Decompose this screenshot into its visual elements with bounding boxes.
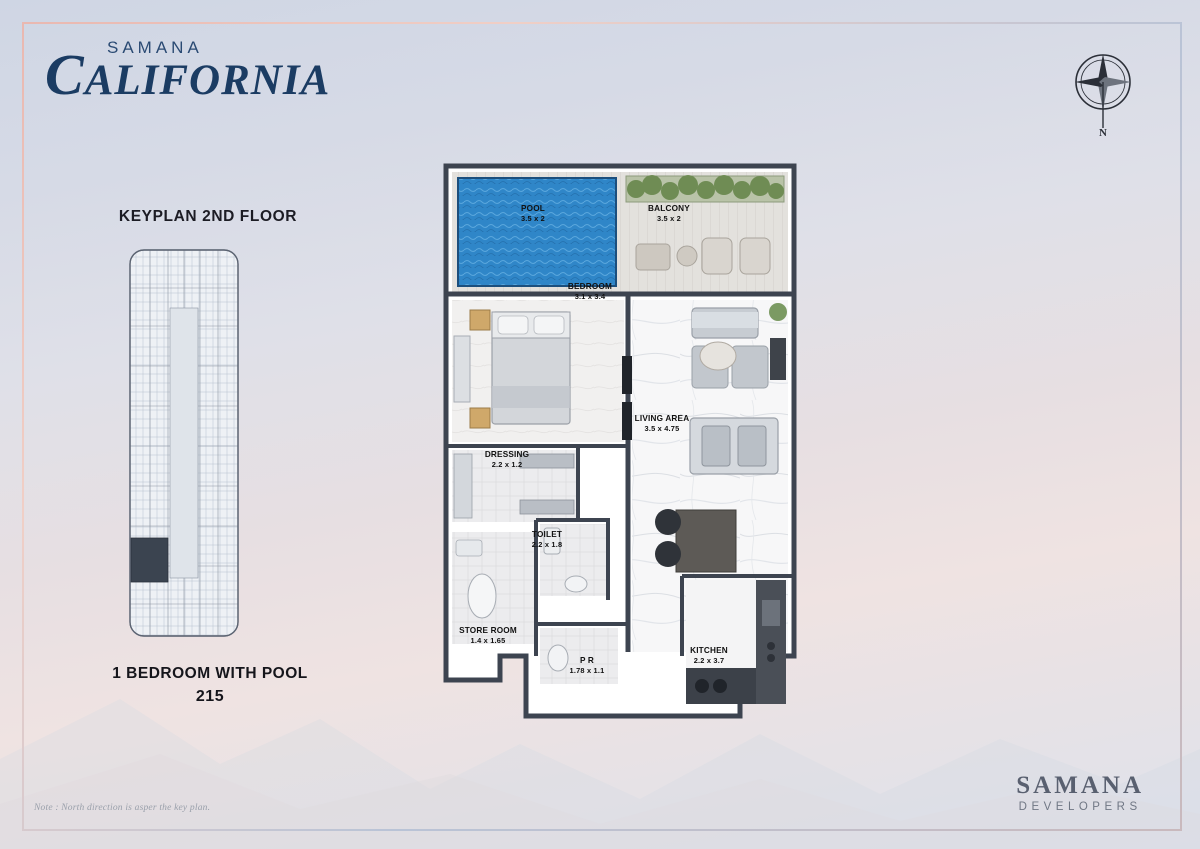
room-label-balcony: BALCONY 3.5 x 2: [648, 204, 690, 224]
room-label-kitchen: KITCHEN 2.2 x 3.7: [690, 646, 728, 666]
keyplan-floor-diagram: [122, 248, 246, 638]
store-room-area: [452, 532, 536, 644]
kitchen-area: [686, 580, 786, 704]
room-label-bedroom: BEDROOM 3.1 x 3.4: [567, 282, 613, 302]
developer-name: SAMANA: [1016, 772, 1144, 799]
samana-california-logo: [45, 38, 331, 108]
keyplan-caption: [70, 663, 350, 709]
room-label-store-room: STORE ROOM 1.4 x 1.65: [459, 626, 517, 646]
toilet-area: [540, 524, 606, 596]
balcony-area: [622, 172, 788, 292]
compass-rose-icon: [1064, 40, 1142, 136]
keyplan-unit-number: 215: [195, 688, 225, 706]
room-label-dressing: DRESSING 2.2 x 1.2: [484, 450, 530, 470]
room-label-powder-room: P R 1.78 x 1.1: [569, 656, 605, 676]
developer-subtitle: DEVELOPERS: [1018, 801, 1142, 813]
pool-area: [452, 172, 622, 292]
dressing-area: [452, 450, 580, 522]
logo-california-capital: C: [45, 42, 85, 107]
room-label-toilet: TOILET 2.2 x 1.8: [531, 530, 563, 550]
bedroom-area: [452, 300, 624, 442]
logo-samana-text: SAMANA: [107, 38, 203, 57]
keyplan-title: KEYPLAN 2ND FLOOR: [118, 208, 298, 225]
keyplan-caption-line1: 1 BEDROOM WITH POOL: [112, 665, 308, 682]
floorplan-drawing: [440, 160, 800, 720]
north-direction-note: Note : North direction is asper the key plan.: [34, 803, 211, 813]
samana-developers-logo: [1016, 772, 1144, 813]
room-label-living-area: LIVING AREA 3.5 x 4.75: [634, 414, 690, 434]
logo-california-rest: ALIFORNIA: [84, 57, 331, 104]
powder-room-area: [540, 628, 618, 684]
room-label-pool: POOL 3.5 x 2: [520, 204, 545, 224]
compass-north-letter: N: [1099, 127, 1107, 136]
